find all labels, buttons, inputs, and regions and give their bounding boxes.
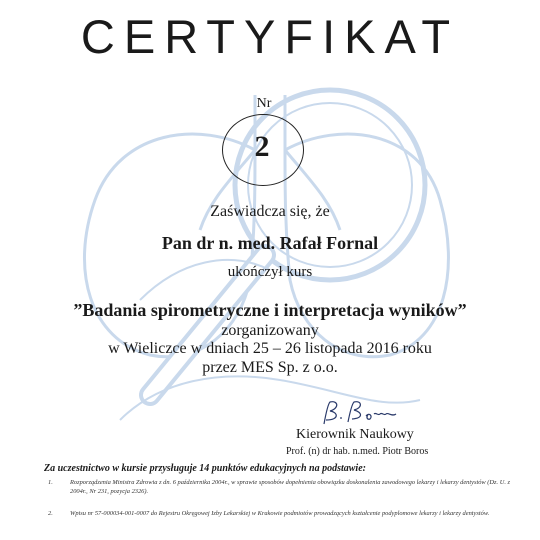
footer-item-number: 2. bbox=[48, 510, 53, 517]
signature-icon bbox=[316, 398, 406, 428]
footer-item bbox=[48, 509, 518, 518]
signature-name: Prof. (n) dr hab. n.med. Piotr Boros bbox=[286, 446, 429, 457]
course-title: ”Badania spirometryczne i interpretacja wyników” bbox=[73, 300, 467, 320]
completed-text: ukończył kurs bbox=[227, 264, 313, 280]
organized-text: zorganizowany bbox=[221, 322, 319, 339]
footer-item-text: Rozporządzenia Ministra Zdrowia z dn. 6 października 2004r., w sprawie sposobów dopełnienia obowiązku doskonalenia zawodowego lekarzy i lekarzy dentystów (Dz. U. z 2004r., Nr 231, pozycja 2326). bbox=[70, 479, 511, 495]
attest-text: Zaświadcza się, że bbox=[210, 203, 330, 220]
place-date-text: w Wieliczce w dniach 25 – 26 listopada 2016 roku bbox=[108, 340, 432, 357]
footer-item bbox=[48, 478, 518, 496]
signature-role: Kierownik Naukowy bbox=[296, 427, 414, 442]
organizer-text: przez MES Sp. z o.o. bbox=[202, 359, 338, 376]
footer-heading: Za uczestnictwo w kursie przysługuje 14 punktów edukacyjnych na podstawie: bbox=[44, 463, 366, 474]
certificate-title: CERTYFIKAT bbox=[80, 10, 460, 63]
footer-item-number: 1. bbox=[48, 479, 53, 486]
footer-item-text: Wpisu nr 57-000034-001-0007 do Rejestru Okręgowej Izby Lekarskiej w Krakowie podmiotów prowadzących kształcenie podyplomowe lekarzy i lekarzy dentystów. bbox=[70, 510, 490, 517]
recipient-name: Pan dr n. med. Rafał Fornal bbox=[161, 233, 379, 253]
certificate-number: 2 bbox=[254, 130, 270, 163]
number-label: Nr bbox=[256, 96, 272, 111]
